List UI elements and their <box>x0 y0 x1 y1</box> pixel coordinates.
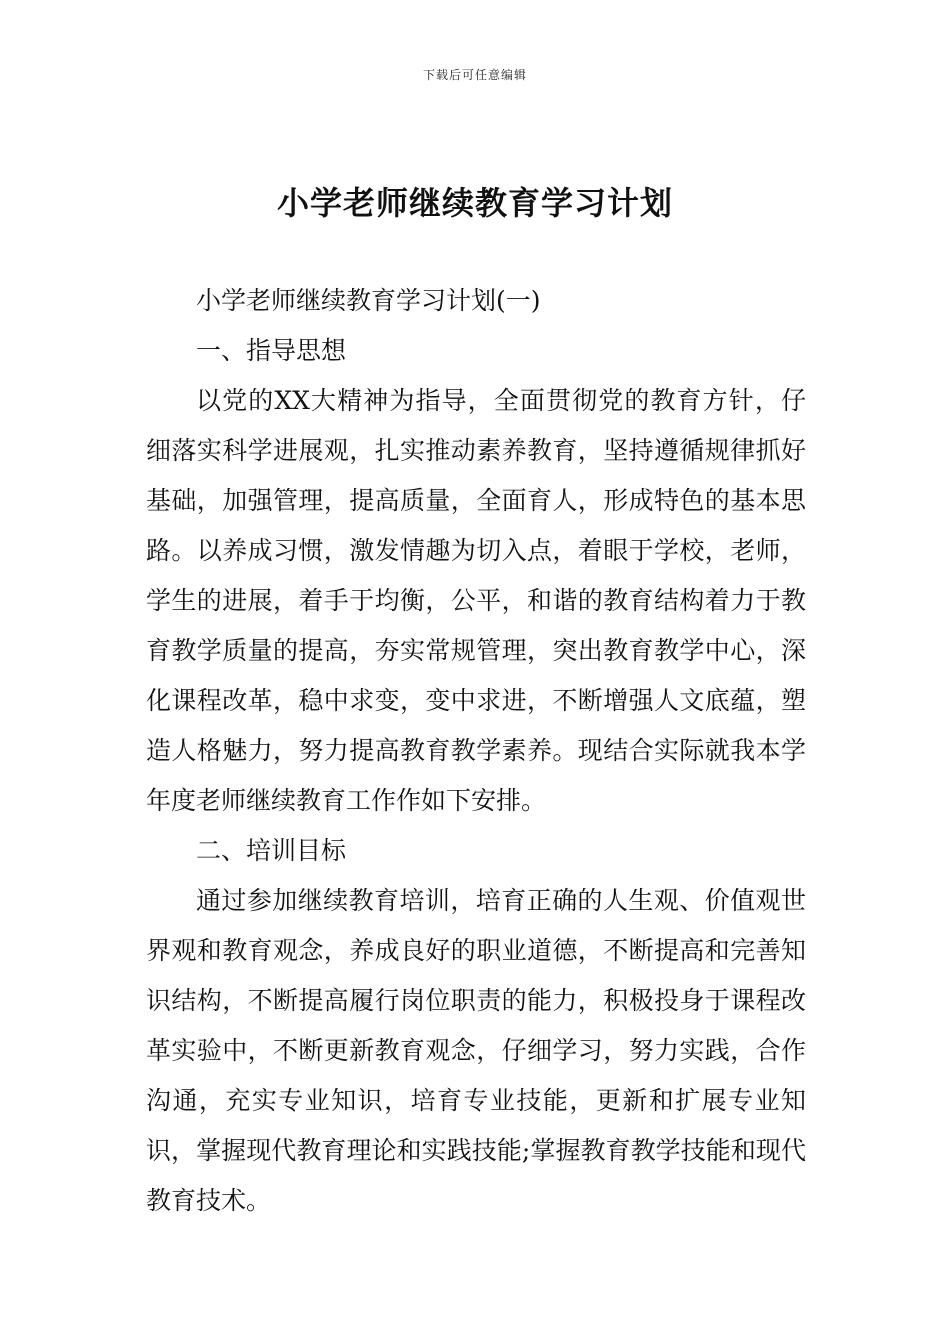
document-body <box>146 276 806 1226</box>
section-heading-guiding-ideology: 一、指导思想 <box>196 336 347 365</box>
page-header-note: 下载后可任意编辑 <box>422 68 527 82</box>
document-title: 小学老师继续教育学习计划 <box>276 184 673 222</box>
section-heading-training-goals: 二、培训目标 <box>196 836 347 865</box>
section-text-guiding-ideology: 以党的XX大精神为指导，全面贯彻党的教育方针，仔细落实科学进展观，扎实推动素养教育，坚持遵循规律抓好基础，加强管理，提高质量，全面育人，形成特色的基本思路。以养成习惯，激发情趣为切入点，着眼于学校，老师，学生的进展，着手于均衡，公平，和谐的教育结构着力于教育教学质量的提高，夯实常规管理，突出教育教学中心，深化课程改革，稳中求变，变中求进，不断增强人文底蕴，塑造人格魅力，努力提高教育教学素养。现结合实际就我本学年度老师继续教育工作作如下安排。 <box>146 386 806 815</box>
document-subtitle: 小学老师继续教育学习计划(一) <box>196 286 541 315</box>
section-text-training-goals: 通过参加继续教育培训，培育正确的人生观、价值观世界观和教育观念，养成良好的职业道德，不断提高和完善知识结构，不断提高履行岗位职责的能力，积极投身于课程改革实验中，不断更新教育观念，仔细学习，努力实践，合作沟通，充实专业知识，培育专业技能，更新和扩展专业知识，掌握现代教育理论和实践技能;掌握教育教学技能和现代教育技术。 <box>146 886 806 1215</box>
